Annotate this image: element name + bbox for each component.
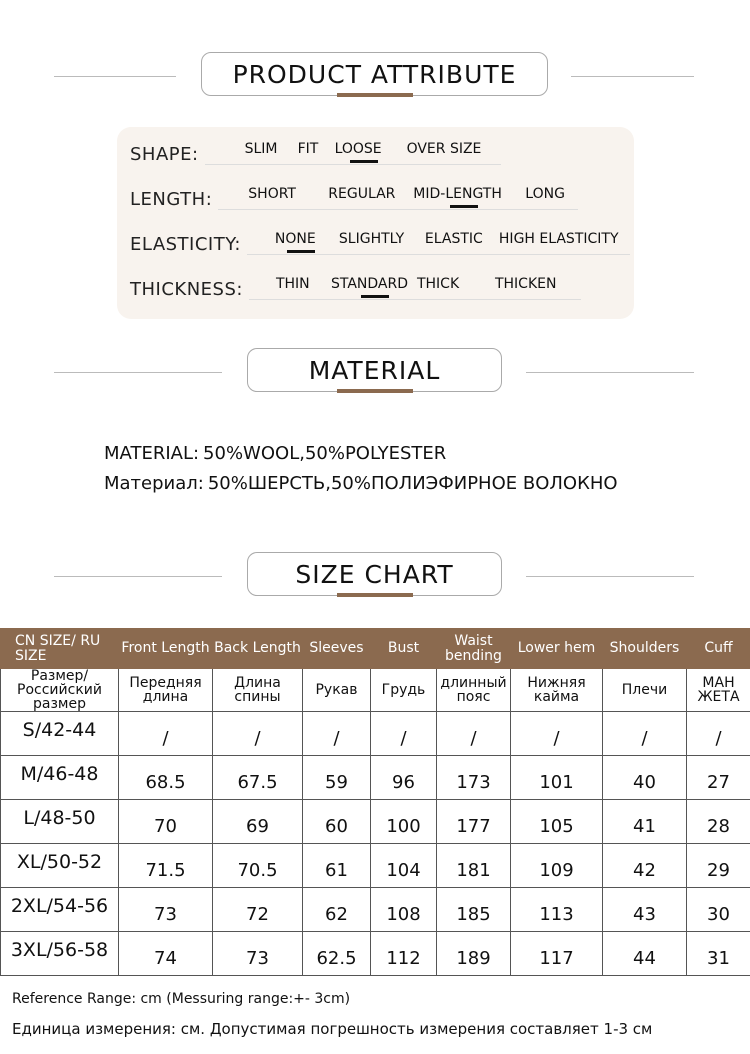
section-title: PRODUCT ATTRIBUTE bbox=[201, 52, 548, 96]
measurement-cell: 109 bbox=[511, 844, 603, 888]
measurement-cell: / bbox=[213, 712, 303, 756]
column-header: Sleeves bbox=[303, 629, 371, 669]
table-row bbox=[1, 756, 750, 800]
table-row bbox=[1, 844, 750, 888]
size-cell: 2XL/54-56 bbox=[1, 888, 119, 932]
divider bbox=[54, 372, 222, 373]
measurement-cell: 173 bbox=[437, 756, 511, 800]
measurement-cell: 60 bbox=[303, 800, 371, 844]
column-header: Lower hem bbox=[511, 629, 603, 669]
title-accent-bar bbox=[337, 389, 413, 393]
measurement-cell: 96 bbox=[371, 756, 437, 800]
size-cell: M/46-48 bbox=[1, 756, 119, 800]
divider bbox=[54, 576, 222, 577]
attribute-options bbox=[205, 141, 501, 165]
attribute-option: THIN bbox=[275, 276, 310, 292]
column-header: Back Length bbox=[213, 629, 303, 669]
size-chart-table bbox=[0, 628, 750, 976]
measurement-cell: 29 bbox=[687, 844, 750, 888]
attribute-option: HIGH ELASTICITY bbox=[498, 231, 619, 247]
section-size-chart bbox=[0, 552, 750, 602]
measurement-cell: 105 bbox=[511, 800, 603, 844]
column-header-ru: длинный пояс bbox=[437, 669, 511, 712]
measurement-cell: / bbox=[437, 712, 511, 756]
size-cell: 3XL/56-58 bbox=[1, 932, 119, 976]
measurement-cell: 62 bbox=[303, 888, 371, 932]
attribute-panel bbox=[117, 127, 634, 319]
column-header-ru: Плечи bbox=[603, 669, 687, 712]
measurement-cell: 42 bbox=[603, 844, 687, 888]
measurement-cell: 74 bbox=[119, 932, 213, 976]
attribute-option: LONG bbox=[525, 186, 565, 202]
table-row bbox=[1, 932, 750, 976]
measurement-cell: 44 bbox=[603, 932, 687, 976]
attribute-option: LOOSE bbox=[334, 141, 382, 157]
attribute-option: SHORT bbox=[248, 186, 296, 202]
measurement-cell: 67.5 bbox=[213, 756, 303, 800]
attribute-label: THICKNESS: bbox=[130, 279, 243, 300]
measurement-cell: / bbox=[303, 712, 371, 756]
measurement-cell: / bbox=[371, 712, 437, 756]
measurement-cell: 181 bbox=[437, 844, 511, 888]
footer-en: Reference Range: cm (Messuring range:+- 3cm) bbox=[12, 991, 351, 1007]
section-title: MATERIAL bbox=[247, 348, 502, 392]
measurement-cell: 73 bbox=[119, 888, 213, 932]
size-cell: S/42-44 bbox=[1, 712, 119, 756]
material-label: MATERIAL: bbox=[104, 443, 200, 464]
column-header-ru: Рукав bbox=[303, 669, 371, 712]
attribute-option: THICKEN bbox=[494, 276, 557, 292]
attribute-options bbox=[218, 186, 578, 210]
measurement-cell: 70 bbox=[119, 800, 213, 844]
column-header-ru: Длина спины bbox=[213, 669, 303, 712]
attribute-options bbox=[249, 276, 581, 300]
measurement-cell: 104 bbox=[371, 844, 437, 888]
table-row bbox=[1, 800, 750, 844]
measurement-cell: 27 bbox=[687, 756, 750, 800]
attribute-option: NONE bbox=[274, 231, 316, 247]
measurement-cell: 31 bbox=[687, 932, 750, 976]
table-row bbox=[1, 888, 750, 932]
attribute-row bbox=[130, 141, 501, 165]
attribute-option: REGULAR bbox=[328, 186, 396, 202]
attribute-option: OVER SIZE bbox=[406, 141, 482, 157]
material-en bbox=[104, 443, 446, 464]
measurement-cell: / bbox=[603, 712, 687, 756]
measurement-cell: 185 bbox=[437, 888, 511, 932]
column-header: Waist bending bbox=[437, 629, 511, 669]
measurement-cell: / bbox=[511, 712, 603, 756]
measurement-cell: 41 bbox=[603, 800, 687, 844]
material-value: 50%ШЕРСТЬ,50%ПОЛИЭФИРНОЕ ВОЛОКНО bbox=[207, 473, 618, 494]
measurement-cell: 72 bbox=[213, 888, 303, 932]
column-header-ru: МАН ЖЕТА bbox=[687, 669, 750, 712]
measurement-cell: / bbox=[119, 712, 213, 756]
column-header: Cuff bbox=[687, 629, 750, 669]
measurement-cell: 101 bbox=[511, 756, 603, 800]
material-label: Материал: bbox=[104, 473, 204, 494]
size-cell: L/48-50 bbox=[1, 800, 119, 844]
column-header: Front Length bbox=[119, 629, 213, 669]
title-accent-bar bbox=[337, 593, 413, 597]
measurement-cell: 108 bbox=[371, 888, 437, 932]
attribute-label: LENGTH: bbox=[130, 189, 213, 210]
measurement-cell: 100 bbox=[371, 800, 437, 844]
attribute-option: THICK bbox=[416, 276, 460, 292]
measurement-cell: 61 bbox=[303, 844, 371, 888]
material-ru bbox=[104, 473, 618, 494]
measurement-cell: 62.5 bbox=[303, 932, 371, 976]
section-title: SIZE CHART bbox=[247, 552, 502, 596]
column-header-ru: Нижняя кайма bbox=[511, 669, 603, 712]
divider bbox=[571, 76, 694, 77]
column-header-ru: Размер/ Российский размер bbox=[1, 669, 119, 712]
divider bbox=[54, 76, 176, 77]
attribute-option: ELASTIC bbox=[424, 231, 483, 247]
measurement-cell: 189 bbox=[437, 932, 511, 976]
section-material bbox=[0, 348, 750, 398]
attribute-option: SLIGHTLY bbox=[338, 231, 405, 247]
attribute-option: MID-LENGTH bbox=[413, 186, 502, 202]
measurement-cell: 73 bbox=[213, 932, 303, 976]
attribute-row bbox=[130, 231, 630, 255]
attribute-row bbox=[130, 276, 581, 300]
measurement-cell: 28 bbox=[687, 800, 750, 844]
attribute-option: STANDARD bbox=[330, 276, 408, 292]
measurement-cell: 30 bbox=[687, 888, 750, 932]
attribute-options bbox=[247, 231, 630, 255]
measurement-cell: / bbox=[687, 712, 750, 756]
measurement-cell: 113 bbox=[511, 888, 603, 932]
section-product-attribute bbox=[0, 52, 750, 102]
column-header-ru: Грудь bbox=[371, 669, 437, 712]
size-cell: XL/50-52 bbox=[1, 844, 119, 888]
measurement-cell: 117 bbox=[511, 932, 603, 976]
divider bbox=[526, 576, 694, 577]
column-header: CN SIZE/ RU SIZE bbox=[1, 629, 119, 669]
measurement-cell: 40 bbox=[603, 756, 687, 800]
table-row bbox=[1, 712, 750, 756]
measurement-cell: 177 bbox=[437, 800, 511, 844]
column-header-ru: Передняя длина bbox=[119, 669, 213, 712]
attribute-label: SHAPE: bbox=[130, 144, 199, 165]
attribute-option: SLIM bbox=[244, 141, 278, 157]
attribute-label: ELASTICITY: bbox=[130, 234, 241, 255]
measurement-cell: 71.5 bbox=[119, 844, 213, 888]
attribute-row bbox=[130, 186, 578, 210]
measurement-cell: 70.5 bbox=[213, 844, 303, 888]
column-header: Bust bbox=[371, 629, 437, 669]
title-accent-bar bbox=[337, 93, 413, 97]
footer-ru: Единица измерения: см. Допустимая погрешность измерения составляет 1-3 см bbox=[12, 1020, 653, 1038]
measurement-cell: 68.5 bbox=[119, 756, 213, 800]
measurement-cell: 43 bbox=[603, 888, 687, 932]
measurement-cell: 69 bbox=[213, 800, 303, 844]
divider bbox=[526, 372, 694, 373]
material-value: 50%WOOL,50%POLYESTER bbox=[203, 443, 447, 464]
column-header: Shoulders bbox=[603, 629, 687, 669]
measurement-cell: 112 bbox=[371, 932, 437, 976]
measurement-cell: 59 bbox=[303, 756, 371, 800]
attribute-option: FIT bbox=[297, 141, 319, 157]
